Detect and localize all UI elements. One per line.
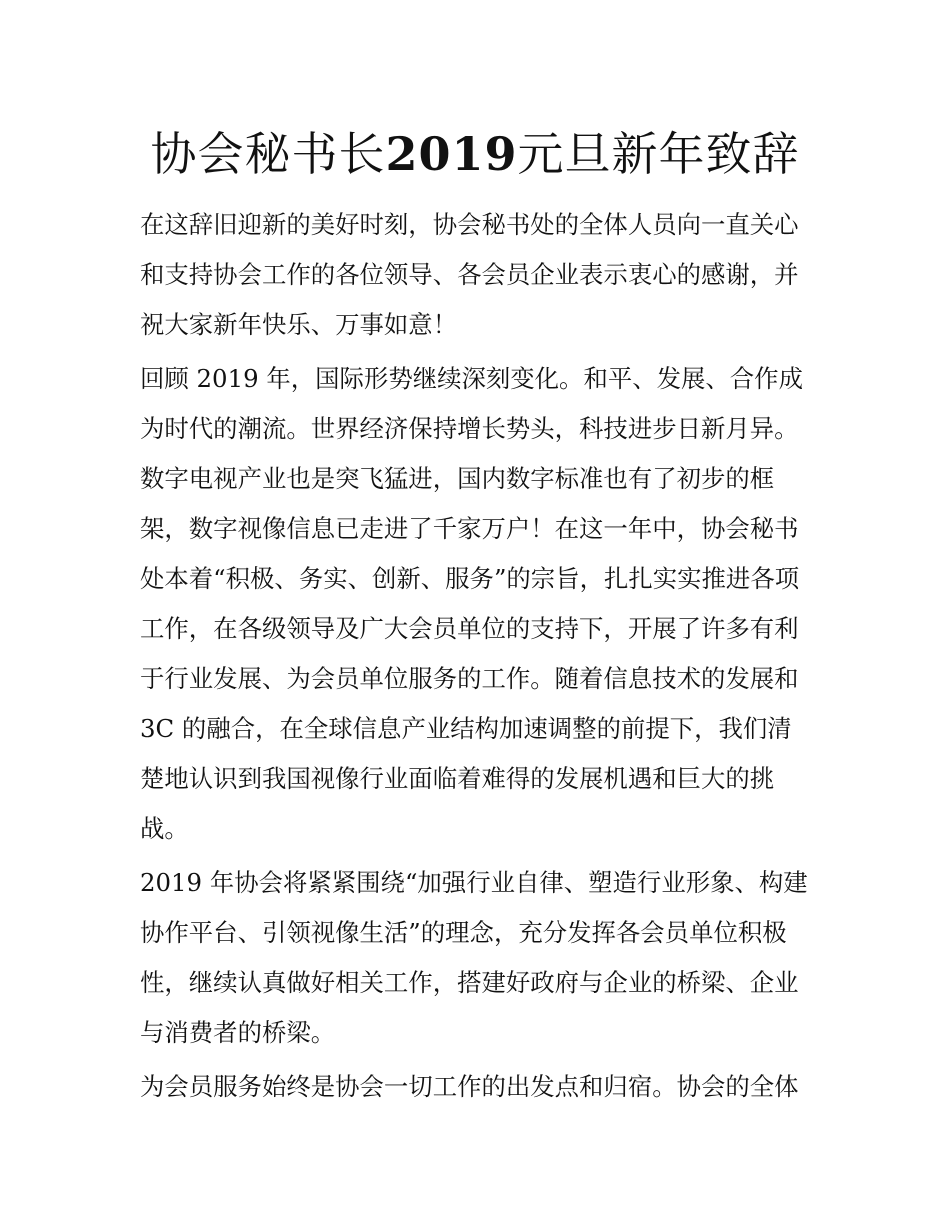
text-line: 回顾 2019 年，国际形势继续深刻变化。和平、发展、合作成 [140,364,803,393]
title-prefix: 协会秘书长 [150,127,386,181]
text-line: 处本着“积极、务实、创新、服务”的宗旨，扎扎实实推进各项 [140,564,800,593]
text-line: 数字电视产业也是突飞猛进，国内数字标准也有了初步的框 [140,464,775,493]
text-line: 为会员服务始终是协会一切工作的出发点和归宿。协会的全体 [140,1072,799,1101]
text-line: 工作，在各级领导及广大会员单位的支持下，开展了许多有利 [140,614,799,643]
text-line: 性，继续认真做好相关工作，搭建好政府与企业的桥梁、企业 [140,968,799,997]
text-line: 为时代的潮流。世界经济保持增长势头，科技进步日新月异。 [140,414,799,443]
text-line: 楚地认识到我国视像行业面临着难得的发展机遇和巨大的挑 [140,764,775,793]
document-title [110,118,840,184]
text-line: 3C 的融合，在全球信息产业结构加速调整的前提下，我们清 [140,714,792,743]
title-year: 2019 [385,127,518,181]
title-suffix: 元旦新年致辞 [517,127,800,181]
text-line: 与消费者的桥梁。 [140,1018,336,1047]
text-line: 架，数字视像信息已走进了千家万户！在这一年中，协会秘书 [140,514,799,543]
paragraph-review [140,354,816,854]
text-line: 战。 [140,814,189,843]
document-body [140,200,816,1116]
text-line: 于行业发展、为会员单位服务的工作。随着信息技术的发展和 [140,664,799,693]
paragraph-plan [140,858,816,1058]
text-line: 在这辞旧迎新的美好时刻，协会秘书处的全体人员向一直关心 [140,210,799,239]
text-line: 和支持协会工作的各位领导、各会员企业表示衷心的感谢，并 [140,260,799,289]
text-line: 协作平台、引领视像生活”的理念，充分发挥各会员单位积极 [140,918,787,947]
text-line: 2019 年协会将紧紧围绕“加强行业自律、塑造行业形象、构建 [140,868,808,897]
text-line: 祝大家新年快乐、万事如意！ [140,310,458,339]
paragraph-greeting [140,200,816,350]
paragraph-service [140,1062,816,1112]
